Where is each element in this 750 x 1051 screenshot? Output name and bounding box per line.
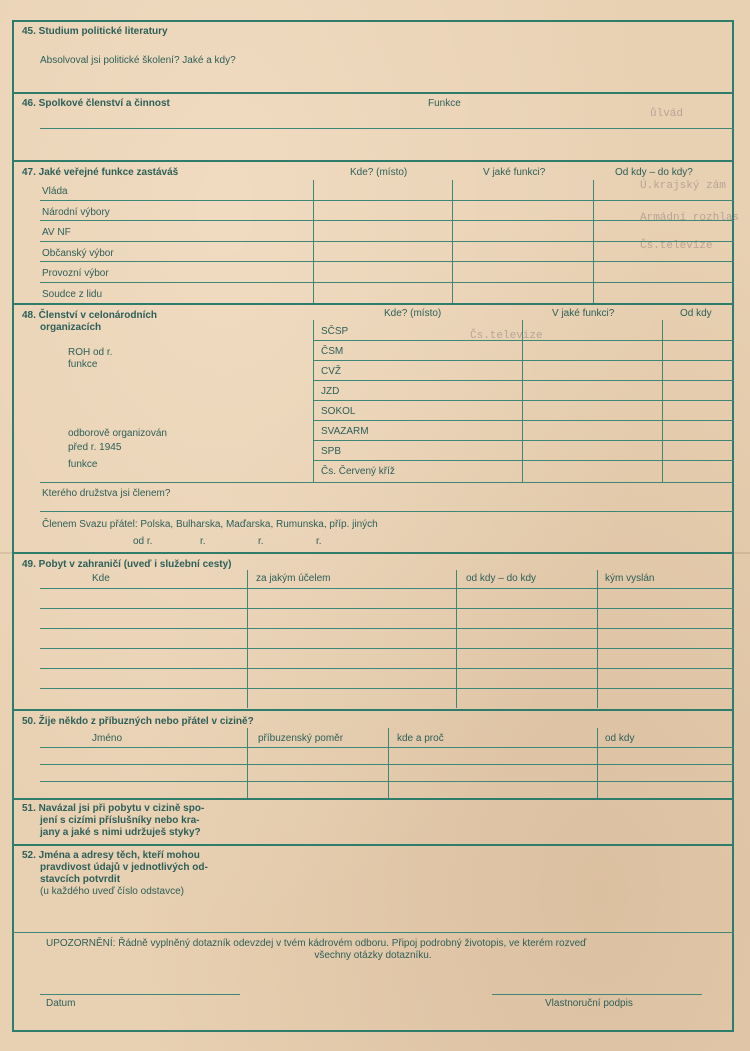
- org-svazarm: SVAZARM: [321, 426, 369, 437]
- date-line: [40, 994, 240, 995]
- org-cvz: CVŽ: [321, 366, 341, 377]
- section-48-odb-funkce: funkce: [68, 459, 98, 470]
- section-45-question: Absolvoval jsi politické školení? Jaké a kdy?: [40, 55, 236, 66]
- rule: [40, 261, 734, 262]
- section-47-row-vlada: Vláda: [42, 186, 68, 197]
- section-48-roh-funkce: funkce: [68, 359, 98, 370]
- rule: [313, 380, 734, 381]
- section-divider: [12, 709, 734, 711]
- section-46-title: 46. Spolkové členství a činnost: [22, 98, 170, 109]
- section-48-col-kde: Kde? (místo): [384, 308, 442, 319]
- bleed-through-text: Ú.krajský zám: [640, 180, 726, 192]
- section-50-col-kde: kde a proč: [397, 733, 444, 744]
- section-divider: [12, 303, 734, 305]
- section-divider: [12, 160, 734, 162]
- org-jzd: JZD: [321, 386, 340, 397]
- section-50-col-pomer: příbuzenský poměr: [258, 733, 344, 744]
- rule: [313, 440, 734, 441]
- section-47-row-pv: Provozní výbor: [42, 268, 109, 279]
- rule: [313, 460, 734, 461]
- col-line: [313, 320, 314, 482]
- section-50-col-odkdy: od kdy: [605, 733, 635, 744]
- section-47-col-odkdy: Od kdy – do kdy?: [615, 167, 693, 178]
- org-sokol: SOKOL: [321, 406, 356, 417]
- section-48-roh: ROH od r.: [68, 347, 113, 358]
- rule: [313, 360, 734, 361]
- section-48-r: r.: [200, 536, 206, 547]
- section-49-col-ucel: za jakým účelem: [256, 573, 331, 584]
- date-label: Datum: [46, 998, 76, 1009]
- bleed-through-text: Armádní rozhlas: [640, 212, 740, 224]
- col-line: [662, 320, 663, 482]
- section-48-title-1: 48. Členství v celonárodních: [22, 310, 158, 321]
- rule: [313, 400, 734, 401]
- section-48-title-2: organizacích: [40, 322, 102, 333]
- col-line: [522, 320, 523, 482]
- section-51-line-3: jany a jaké s nimi udržuješ styky?: [40, 827, 201, 838]
- section-48-r: r.: [316, 536, 322, 547]
- section-48-odb-2: před r. 1945: [68, 442, 122, 453]
- col-line: [597, 728, 598, 798]
- rule: [313, 420, 734, 421]
- rule: [40, 482, 734, 483]
- section-47-row-ov: Občanský výbor: [42, 248, 114, 259]
- section-47-title: 47. Jaké veřejné funkce zastáváš: [22, 167, 179, 178]
- section-51-line-2: jení s cizími příslušníky nebo kra-: [40, 815, 200, 826]
- rule: [40, 128, 734, 129]
- rule: [40, 668, 734, 669]
- rule: [40, 688, 734, 689]
- section-48-od: od r.: [133, 536, 153, 547]
- section-45-title: 45. Studium politické literatury: [22, 26, 168, 37]
- section-49-col-kde: Kde: [92, 573, 110, 584]
- rule: [313, 340, 734, 341]
- org-cck: Čs. Červený kříž: [321, 466, 395, 477]
- section-48-odb-1: odborově organizován: [68, 428, 167, 439]
- section-divider: [12, 552, 734, 554]
- signature-line: [492, 994, 702, 995]
- rule: [40, 747, 734, 748]
- rule: [40, 608, 734, 609]
- bleed-through-text: ůlvád: [650, 108, 684, 120]
- section-divider: [12, 92, 734, 94]
- section-47-col-kde: Kde? (místo): [350, 167, 408, 178]
- notice-line-2: všechny otázky dotazníku.: [314, 950, 432, 961]
- section-47-row-nv: Národní výbory: [42, 207, 110, 218]
- section-47-row-soudce: Soudce z lidu: [42, 289, 103, 300]
- rule: [40, 628, 734, 629]
- section-48-col-odkdy: Od kdy: [680, 308, 712, 319]
- org-spb: SPB: [321, 446, 342, 457]
- rule: [40, 200, 734, 201]
- col-line: [247, 728, 248, 798]
- section-47-col-funkce: V jaké funkci?: [483, 167, 546, 178]
- section-47-row-avnf: AV NF: [42, 227, 71, 238]
- rule: [40, 781, 734, 782]
- rule: [40, 241, 734, 242]
- rule: [40, 220, 734, 221]
- section-50-col-jmeno: Jméno: [92, 733, 123, 744]
- section-48-col-funkce: V jaké funkci?: [552, 308, 615, 319]
- signature-label: Vlastnoruční podpis: [545, 998, 633, 1009]
- section-52-line-1: 52. Jména a adresy těch, kteří mohou: [22, 850, 200, 861]
- rule: [40, 648, 734, 649]
- section-49-title: 49. Pobyt v zahraničí (uveď i služební cesty): [22, 559, 232, 570]
- org-csm: ČSM: [321, 346, 344, 357]
- section-52-line-4: (u každého uveď číslo odstavce): [40, 886, 184, 897]
- section-48-svaz: Členem Svazu přátel: Polska, Bulharska, Maďarska, Rumunska, příp. jiných: [42, 519, 378, 530]
- section-50-title: 50. Žije někdo z příbuzných nebo přátel v cizině?: [22, 716, 254, 727]
- rule: [40, 511, 734, 512]
- section-46-col-funkce: Funkce: [428, 98, 461, 109]
- bleed-through-text: Čs.televize: [640, 240, 713, 252]
- section-48-r: r.: [258, 536, 264, 547]
- section-divider: [12, 798, 734, 800]
- section-51-line-1: 51. Navázal jsi při pobytu v cizině spo-: [22, 803, 205, 814]
- notice-line-1: UPOZORNĚNÍ: Řádně vyplněný dotazník odevzdej v tvém kádrovém odboru. Připoj podrobný životopis, ve kterém rozveď: [46, 938, 587, 949]
- section-49-col-odkdy: od kdy – do kdy: [466, 573, 537, 584]
- org-scsp: SČSP: [321, 326, 349, 337]
- section-divider: [12, 844, 734, 846]
- section-49-col-vyslan: kým vyslán: [605, 573, 655, 584]
- bleed-through-text: Čs.televize: [470, 330, 543, 342]
- section-divider: [12, 932, 734, 933]
- section-52-line-2: pravdivost údajů v jednotlivých od-: [40, 862, 208, 873]
- rule: [40, 764, 734, 765]
- section-52-line-3: stavcích potvrdit: [40, 874, 121, 885]
- col-line: [388, 728, 389, 798]
- rule: [40, 588, 734, 589]
- section-48-druzstvo: Kterého družstva jsi členem?: [42, 488, 171, 499]
- rule: [40, 282, 734, 283]
